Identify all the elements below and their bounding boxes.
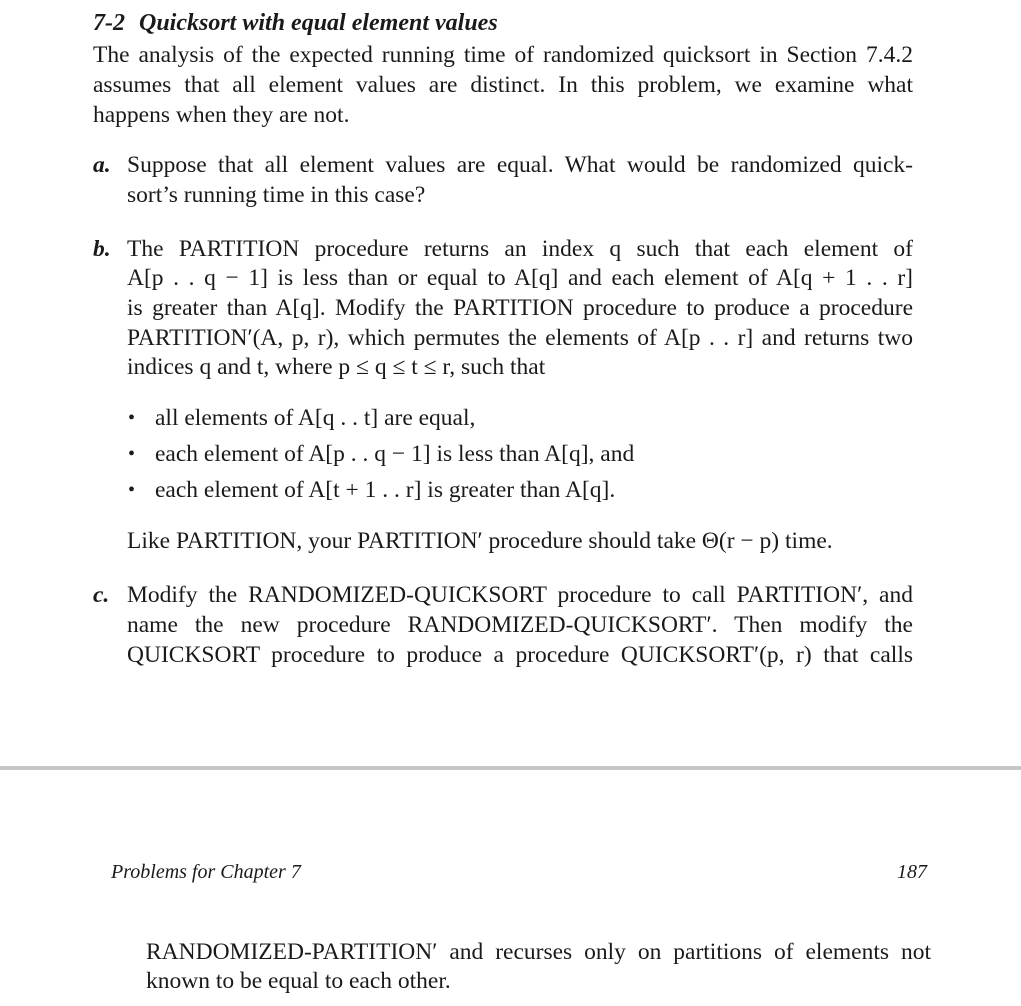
bullet-item-1: all elements of A[q . . t] are equal, [155,405,476,431]
part-c-line-3: QUICKSORT procedure to produce a procedure QUICKSORT′(p, r) that calls [127,642,913,668]
part-c-label: c. [93,582,110,608]
part-b-closing: Like PARTITION, your PARTITION′ procedure should take Θ(r − p) time. [127,528,833,554]
problem-number: 7-2 [93,10,125,36]
intro-line-3: happens when they are not. [93,102,350,128]
part-b-line-4: PARTITION′(A, p, r), which permutes the elements of A[p . . r] and returns two [127,325,913,351]
part-b-line-5: indices q and t, where p ≤ q ≤ t ≤ r, such that [127,354,546,380]
bullet-item-2: each element of A[p . . q − 1] is less than A[q], and [155,441,635,467]
intro-line-2: assumes that all element values are distinct. In this problem, we examine what [93,72,913,98]
continuation-line-1: RANDOMIZED-PARTITION′ and recurses only on partitions of elements not [146,939,931,965]
bullet-dot: • [128,479,136,501]
page-number: 187 [897,861,927,883]
part-a-label: a. [93,152,111,178]
running-head-title: Problems for Chapter 7 [111,861,301,883]
continuation-line-2: known to be equal to each other. [146,968,451,994]
intro-line-1: The analysis of the expected running time of randomized quicksort in Section 7.4.2 [93,42,913,68]
part-a-line-1: Suppose that all element values are equal. What would be randomized quick- [127,152,913,178]
bullet-item-3: each element of A[t + 1 . . r] is greater than A[q]. [155,477,616,503]
part-a-line-2: sort’s running time in this case? [127,182,426,208]
part-b-line-2: A[p . . q − 1] is less than or equal to A[q] and each element of A[q + 1 . . r] [127,265,913,291]
part-c-line-2: name the new procedure RANDOMIZED-QUICKSORT′. Then modify the [127,612,913,638]
problem-heading [93,10,498,37]
part-b-label: b. [93,236,111,262]
bullet-dot: • [128,443,136,465]
bullet-dot: • [128,407,136,429]
part-b-line-3: is greater than A[q]. Modify the PARTITION procedure to produce a procedure [127,295,913,321]
part-c-line-1: Modify the RANDOMIZED-QUICKSORT procedure to call PARTITION′, and [127,582,913,608]
part-b-line-1: The PARTITION procedure returns an index q such that each element of [127,236,913,262]
problem-title: Quicksort with equal element values [139,10,498,36]
page-divider [0,766,1021,770]
